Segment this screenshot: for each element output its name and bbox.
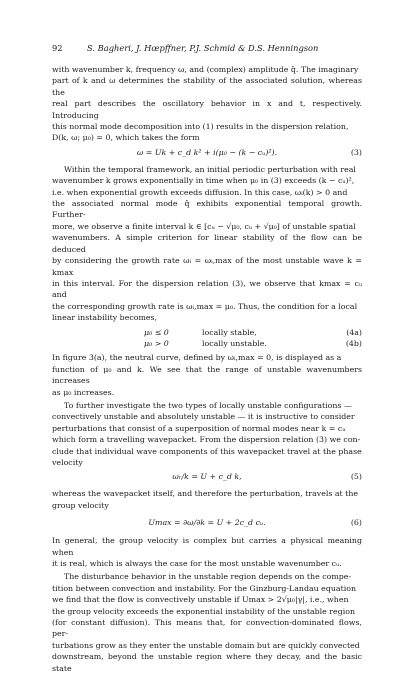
text-line: group velocity bbox=[52, 500, 109, 510]
text-line: which form a travelling wavepacket. From the dispersion relation (3) we con- bbox=[52, 435, 361, 445]
text-line: tition between convection and instability. For the Ginzburg-Landau equation bbox=[52, 583, 357, 593]
paragraph-5 bbox=[52, 488, 362, 511]
equation-5 bbox=[52, 471, 362, 485]
text-line: To further investigate the two types of locally unstable configurations — bbox=[64, 400, 352, 410]
text-line: by considering the growth rate ωᵢ = ωᵢ,max of the most unstable wave k = kmax bbox=[52, 256, 362, 277]
text-line: function of μ₀ and k. We see that the range of unstable wavenumbers increases bbox=[52, 364, 362, 386]
text-line: In general, the group velocity is complex but carries a physical meaning when bbox=[52, 536, 362, 557]
text-line: in this interval. For the dispersion relation (3), we observe that kmax = cᵤ and bbox=[52, 278, 362, 300]
paragraph-3 bbox=[52, 352, 362, 398]
text-line: part of k and ω determines the stability of the associated solution, whereas the bbox=[52, 76, 362, 97]
text-line: this normal mode decomposition into (1) results in the dispersion relation, bbox=[52, 122, 349, 132]
text-line: real part describes the oscillatory behavior in x and t, respectively. Introducing bbox=[52, 99, 362, 120]
equation-6-text: Umax = ∂ω/∂k = U + 2c_d cᵤ. bbox=[148, 518, 266, 528]
equation-3-number: (3) bbox=[350, 147, 362, 157]
paragraph-4 bbox=[52, 400, 362, 468]
text-line: more, we observe a finite interval k ∈ [cᵤ − √μ₀, cᵤ + √μ₀] of unstable spatial bbox=[52, 221, 356, 231]
equation-3 bbox=[52, 147, 362, 161]
text-line: velocity bbox=[52, 457, 83, 467]
text-line: In figure 3(a), the neutral curve, defined by ωᵢ,max = 0, is displayed as a bbox=[52, 353, 342, 363]
equation-5-number: (5) bbox=[350, 472, 362, 482]
paragraph-2 bbox=[52, 164, 362, 324]
stability-case-2 bbox=[52, 338, 362, 349]
case-1-number: (4a) bbox=[346, 327, 362, 337]
text-line: the corresponding growth rate is ωᵢ,max = μ₀. Thus, the condition for a local bbox=[52, 301, 358, 311]
case-2-number: (4b) bbox=[345, 338, 362, 348]
case-1-condition: μ₀ ≤ 0 bbox=[144, 327, 169, 337]
text-line: The disturbance behavior in the unstable region depends on the compe- bbox=[64, 572, 352, 582]
text-line: turbations grow as they enter the unstable domain but are quickly convected bbox=[52, 640, 360, 650]
equation-6 bbox=[52, 514, 362, 532]
text-line: i.e. when exponential growth exceeds diffusion. In this case, ωᵢ(k) > 0 and bbox=[52, 187, 348, 197]
text-line: perturbations that consist of a superposition of normal modes near k = cᵤ bbox=[52, 423, 346, 433]
text-line: clude that individual wave components of this wavepacket travel at the phase bbox=[52, 446, 362, 456]
text-line: (for constant diffusion). This means that, for convection-dominated flows, per- bbox=[52, 618, 362, 639]
text-line: it is real, which is always the case for the most unstable wavenumber cᵤ. bbox=[52, 559, 342, 568]
text-line: the associated normal mode q̂ exhibits exponential temporal growth. Further- bbox=[52, 199, 362, 220]
equation-5-text: ωᵣ/k = U + c_d k, bbox=[172, 472, 242, 482]
page-body bbox=[52, 64, 362, 674]
paragraph-6 bbox=[52, 535, 362, 569]
text-line: D(k, ω; μ₀) = 0, which takes the form bbox=[52, 133, 200, 143]
case-2-label: locally unstable. bbox=[202, 338, 267, 348]
page-number: 92 bbox=[52, 43, 63, 53]
text-line: as μ₀ increases. bbox=[52, 387, 115, 397]
text-line: the group velocity exceeds the exponential instability of the unstable region bbox=[52, 606, 356, 616]
stability-case-1 bbox=[52, 327, 362, 338]
paragraph-1 bbox=[52, 64, 362, 144]
case-1-label: locally stable, bbox=[202, 327, 257, 337]
text-line: Within the temporal framework, an initial periodic perturbation with real bbox=[64, 164, 356, 174]
text-line: with wavenumber k, frequency ω, and (complex) amplitude q̂. The imaginary bbox=[52, 65, 359, 74]
text-line: wavenumber k grows exponentially in time when μ₀ in (3) exceeds (k − cᵤ)², bbox=[52, 176, 355, 186]
text-line: we find that the flow is convectively unstable if Umax > 2√μ₀|γ|, i.e., when bbox=[52, 595, 349, 605]
text-line: linear instability becomes, bbox=[52, 313, 158, 323]
text-line: whereas the wavepacket itself, and therefore the perturbation, travels at the bbox=[52, 489, 359, 499]
running-header bbox=[52, 43, 362, 55]
case-2-condition: μ₀ > 0 bbox=[144, 338, 169, 348]
text-line: convectively unstable and absolutely unstable — it is instructive to consider bbox=[52, 412, 355, 422]
equation-6-number: (6) bbox=[350, 518, 362, 528]
author-line: S. Bagheri, J. Hœpffner, P.J. Schmid & D.S. Henningson bbox=[87, 43, 319, 53]
equation-3-text: ω = Uk + c_d k² + i(μ₀ − (k − cᵤ)²). bbox=[136, 147, 278, 157]
text-line: downstream, beyond the unstable region where they decay, and the basic state bbox=[52, 652, 362, 673]
paragraph-7 bbox=[52, 571, 362, 674]
text-line: wavenumbers. A simple criterion for linear stability of the flow can be deduced bbox=[52, 233, 362, 254]
